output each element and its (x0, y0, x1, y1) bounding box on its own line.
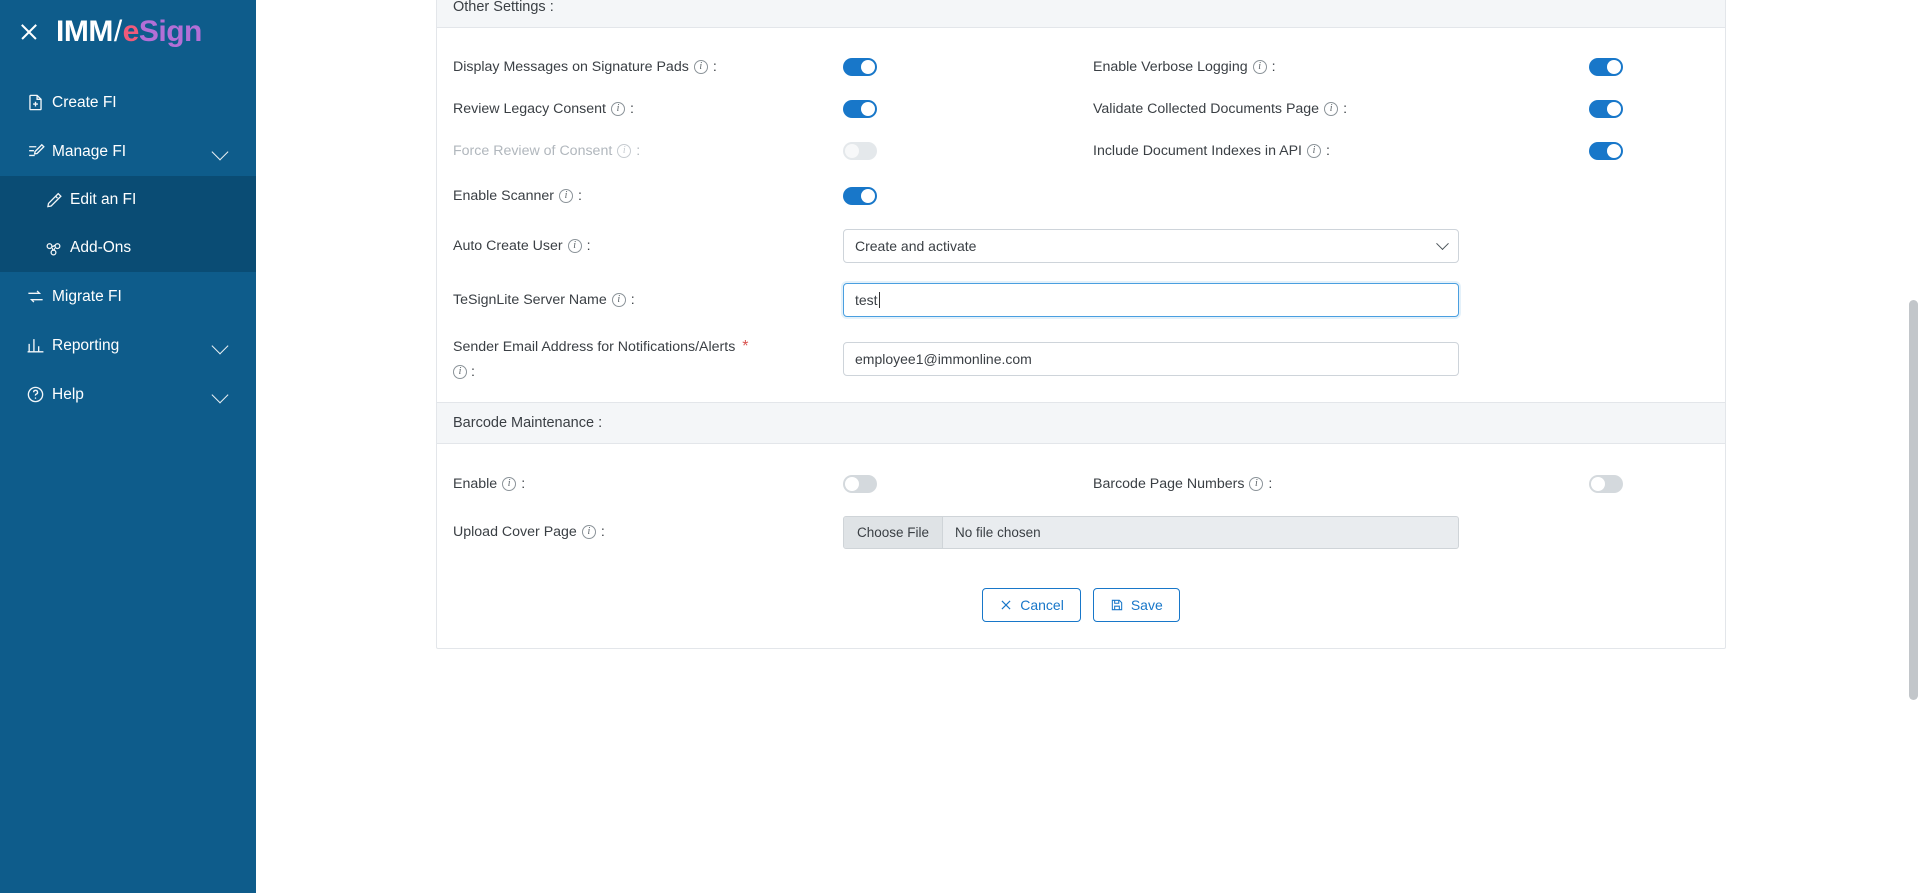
verbose-logging-toggle[interactable] (1589, 58, 1623, 76)
floppy-icon (1110, 598, 1124, 612)
validate-collected-docs-toggle[interactable] (1589, 100, 1623, 118)
colon: : (1271, 59, 1276, 75)
logo-sign: Sign (138, 15, 202, 48)
sidebar-item-label: Manage FI (52, 142, 127, 160)
barcode-page-numbers-toggle[interactable] (1589, 475, 1623, 493)
sidebar-item-edit-an-fi[interactable] (18, 176, 256, 224)
info-icon[interactable]: i (1253, 60, 1267, 74)
text-caret (879, 292, 880, 308)
chevron-down-icon[interactable] (212, 143, 229, 160)
chevron-down-icon[interactable] (212, 337, 229, 354)
logo-slash: / (113, 15, 122, 48)
sidebar-nav (0, 78, 256, 419)
enable-scanner-control (843, 187, 1093, 205)
upload-cover-page-row (437, 506, 1725, 558)
info-icon[interactable]: i (559, 189, 573, 203)
force-review-consent-label-wrap (453, 143, 843, 159)
verbose-logging-control (1393, 58, 1643, 76)
sidebar-submenu-manage-fi (0, 176, 256, 272)
main-content (256, 0, 1920, 893)
sidebar-item-label: Migrate FI (52, 287, 122, 305)
info-icon[interactable]: i (612, 293, 626, 307)
validate-collected-docs-label: Validate Collected Documents Page (1093, 101, 1320, 117)
info-icon[interactable]: i (694, 60, 708, 74)
chevron-down-icon[interactable] (212, 386, 229, 403)
required-marker: * (742, 338, 749, 355)
info-icon[interactable]: i (582, 525, 596, 539)
settings-panel (436, 0, 1726, 649)
info-icon[interactable]: i (611, 102, 625, 116)
include-doc-indexes-label-wrap (1093, 143, 1393, 159)
colon: : (630, 101, 634, 117)
review-legacy-consent-label-wrap (453, 101, 843, 117)
tesignlite-label: TeSignLite Server Name (453, 292, 607, 308)
toggle-row-2 (437, 88, 1725, 130)
barcode-section-body (437, 444, 1725, 568)
barcode-enable-label-wrap (453, 476, 843, 492)
info-icon[interactable]: i (617, 144, 631, 158)
validate-collected-docs-control (1393, 100, 1643, 118)
upload-cover-page-label: Upload Cover Page (453, 524, 577, 540)
info-icon[interactable]: i (453, 365, 467, 379)
sidebar-item-label: Help (52, 385, 84, 403)
auto-create-user-value: Create and activate (855, 238, 977, 254)
colon: : (1326, 143, 1330, 159)
tesignlite-label-wrap (453, 292, 843, 308)
toggle-row-1 (437, 46, 1725, 88)
sender-email-row (437, 328, 1725, 390)
colon: : (712, 59, 717, 75)
sidebar-item-migrate-fi[interactable] (0, 272, 256, 321)
sender-email-control (843, 328, 1709, 376)
file-input[interactable] (843, 516, 1459, 549)
scrollbar-thumb[interactable] (1909, 300, 1918, 700)
force-review-consent-label: Force Review of Consent (453, 143, 613, 159)
pencil-square-icon (26, 142, 52, 161)
colon: : (600, 524, 605, 540)
display-messages-label-wrap (453, 59, 843, 75)
toggle-row-3 (437, 130, 1725, 172)
other-section-body (437, 28, 1725, 402)
info-icon[interactable]: i (1307, 144, 1321, 158)
colon: : (636, 143, 641, 159)
sidebar-item-label: Reporting (52, 336, 120, 354)
include-doc-indexes-control (1393, 142, 1643, 160)
other-section-title: Other Settings : (437, 0, 1725, 28)
colon: : (471, 364, 475, 380)
verbose-logging-label: Enable Verbose Logging (1093, 59, 1248, 75)
review-legacy-consent-label: Review Legacy Consent (453, 101, 606, 117)
sidebar-item-manage-fi[interactable] (0, 127, 256, 176)
barcode-enable-label: Enable (453, 476, 498, 492)
upload-cover-page-label-wrap (453, 524, 843, 540)
plus-document-icon (26, 93, 52, 112)
include-doc-indexes-toggle[interactable] (1589, 142, 1623, 160)
sender-email-label: Sender Email Address for Notifications/Alerts (453, 339, 736, 355)
force-review-consent-control (843, 142, 1093, 160)
sidebar-item-label: Create FI (52, 93, 117, 111)
question-circle-icon (26, 385, 52, 404)
sidebar (0, 0, 256, 893)
sidebar-item-reporting[interactable] (0, 321, 256, 370)
logo-imm: IMM (56, 15, 113, 48)
pencil-icon (44, 191, 70, 209)
info-icon[interactable]: i (568, 239, 582, 253)
close-icon[interactable] (18, 21, 40, 43)
vertical-scrollbar[interactable] (1909, 0, 1918, 893)
logo-e: e (122, 15, 139, 48)
form-actions (437, 568, 1725, 648)
validate-collected-docs-label-wrap (1093, 101, 1393, 117)
barcode-enable-toggle[interactable] (843, 475, 877, 493)
chevron-down-icon (1436, 237, 1449, 250)
auto-create-user-label-wrap (453, 238, 843, 254)
barcode-enable-control (843, 475, 1093, 493)
display-messages-control (843, 58, 1093, 76)
sidebar-header (0, 0, 256, 64)
force-review-consent-toggle (843, 142, 877, 160)
colon: : (630, 292, 635, 308)
save-label: Save (1130, 597, 1163, 613)
info-icon[interactable]: i (1324, 102, 1338, 116)
choose-file-button[interactable]: Choose File (844, 517, 943, 548)
tesignlite-control (843, 283, 1709, 317)
cancel-button[interactable] (982, 588, 1081, 622)
puzzle-icon (44, 239, 70, 258)
display-messages-label: Display Messages on Signature Pads (453, 59, 689, 75)
colon: : (586, 238, 591, 254)
sender-email-input[interactable]: employee1@immonline.com (843, 342, 1459, 376)
sender-email-label-wrap (453, 328, 753, 380)
info-icon[interactable]: i (1249, 477, 1263, 491)
tesignlite-row (437, 272, 1725, 328)
x-icon (999, 598, 1013, 612)
chart-icon (26, 336, 52, 355)
auto-create-user-control (843, 229, 1709, 263)
barcode-page-numbers-control (1393, 475, 1643, 493)
file-name-label: No file chosen (955, 524, 1041, 540)
toggle-row-4 (437, 172, 1725, 220)
enable-scanner-toggle[interactable] (843, 187, 877, 205)
verbose-logging-label-wrap (1093, 59, 1393, 75)
cancel-label: Cancel (1020, 597, 1064, 613)
sidebar-item-help[interactable] (0, 370, 256, 419)
auto-create-user-label: Auto Create User (453, 238, 563, 254)
review-legacy-consent-control (843, 100, 1093, 118)
tesignlite-value: test (855, 292, 878, 308)
upload-cover-page-control (843, 516, 1709, 549)
colon: : (1268, 476, 1273, 492)
barcode-page-numbers-label-wrap (1093, 476, 1393, 492)
barcode-section-title: Barcode Maintenance : (437, 402, 1725, 444)
info-icon[interactable]: i (502, 477, 516, 491)
colon: : (521, 476, 526, 492)
colon: : (577, 188, 582, 204)
display-messages-toggle[interactable] (843, 58, 877, 76)
enable-scanner-label: Enable Scanner (453, 188, 554, 204)
tesignlite-input[interactable] (843, 283, 1459, 317)
include-doc-indexes-label: Include Document Indexes in API (1093, 143, 1302, 159)
auto-create-user-select[interactable] (843, 229, 1459, 263)
sidebar-item-add-ons[interactable] (18, 224, 256, 272)
sidebar-item-label: Add-Ons (70, 239, 132, 256)
barcode-page-numbers-label: Barcode Page Numbers (1093, 476, 1245, 492)
sidebar-item-create-fi[interactable] (0, 78, 256, 127)
colon: : (1343, 101, 1348, 117)
review-legacy-consent-toggle[interactable] (843, 100, 877, 118)
transfer-icon (26, 287, 52, 306)
save-button[interactable] (1093, 588, 1180, 622)
sidebar-item-label: Edit an FI (70, 191, 137, 208)
auto-create-user-row (437, 220, 1725, 272)
app-logo (56, 15, 202, 49)
barcode-enable-row (437, 462, 1725, 506)
enable-scanner-label-wrap (453, 188, 843, 204)
